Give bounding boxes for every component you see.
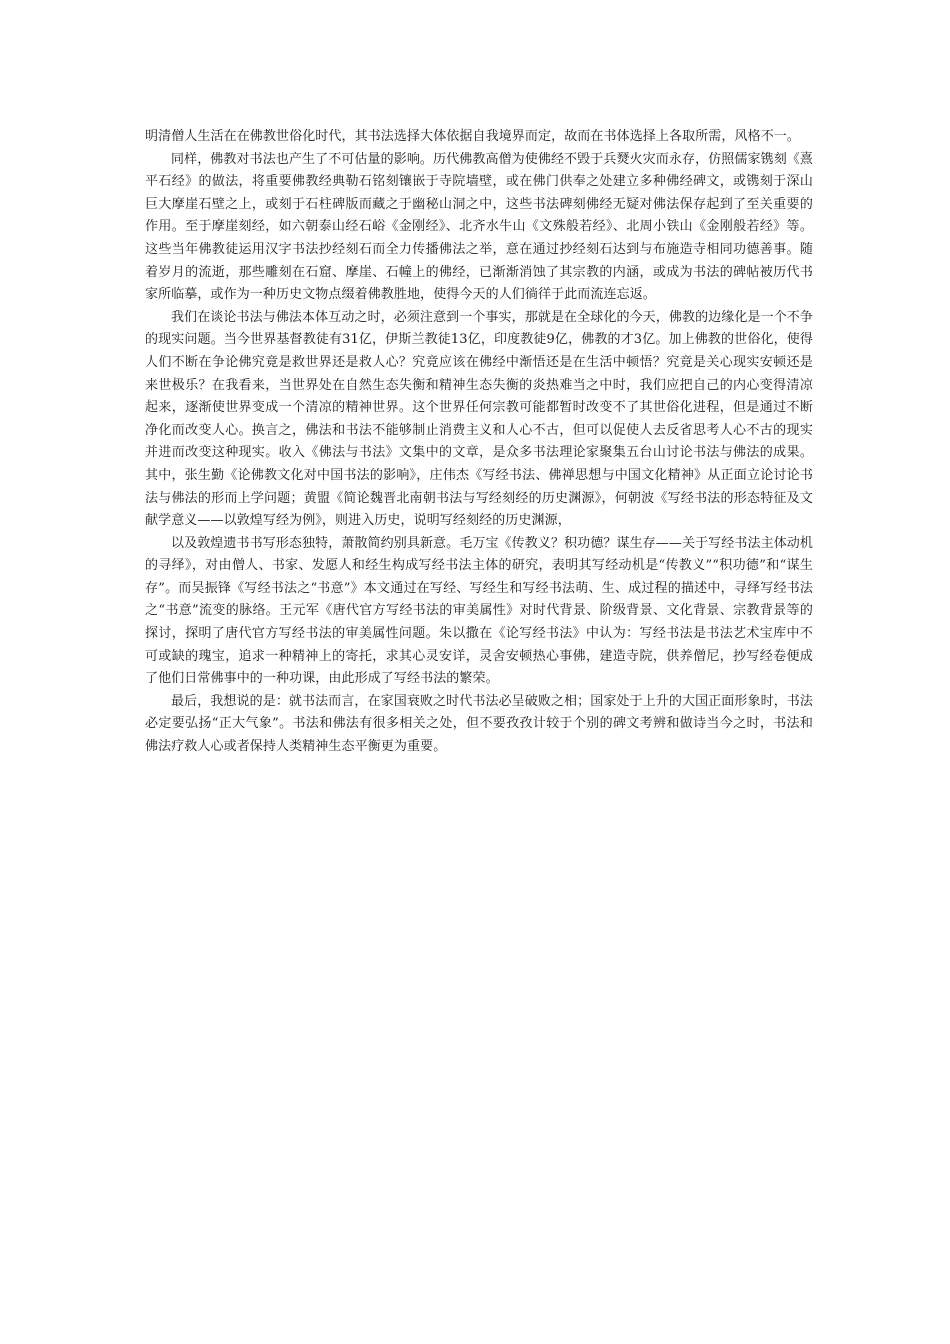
paragraph-3: 我们在谈论书法与佛法本体互动之时，必须注意到一个事实，那就是在全球化的今天，佛教的边缘化是一个不争的现实问题。当今世界基督教徒有31亿，伊斯兰教徒13亿，印度教徒9亿，佛教的才3亿。加上佛教的世俗化，使得人们不断在争论佛究竟是救世界还是救人心？究竟应该在佛经中渐悟还是在生活中顿悟？究竟是关心现实安顿还是来世极乐？在我看来，当世界处在自然生态失衡和精神生态失衡的炎热难当之中时，我们应把自己的内心变得清凉起来，逐渐使世界变成一个清凉的精神世界。这个世界任何宗教可能都暂时改变不了其世俗化进程，但是通过不断净化而改变人心。换言之，佛法和书法不能够制止消费主义和人心不古，但可以促使人去反省思考人心不古的现实并进而改变这种现实。收入《佛法与书法》文集中的文章，是众多书法理论家聚集五台山讨论书法与佛法的成果。其中，张生勤《论佛教文化对中国书法的影响》，庄伟杰《写经书法、佛禅思想与中国文化精神》从正面立论讨论书法与佛法的形而上学问题；黄盟《简论魏晋北南朝书法与写经刻经的历史渊源》，何朝波《写经书法的形态特征及文献学意义——以敦煌写经为例》，则进入历史，说明写经刻经的历史渊源， [145, 309, 813, 529]
paragraph-2: 同样，佛教对书法也产生了不可估量的影响。历代佛教高僧为使佛经不毁于兵燹火灾而永存，仿照儒家镌刻《熹平石经》的做法，将重要佛教经典勒石铭刻镶嵌于寺院墙壁，或在佛门供奉之处建立多种佛经碑文，或镌刻于深山巨大摩崖石壁之上，或刻于石柱碑版而藏之于幽秘山洞之中，这些书法碑刻佛经无疑对佛法保存起到了至关重要的作用。至于摩崖刻经，如六朝泰山经石峪《金刚经》、北齐水牛山《文殊般若经》、北周小铁山《金刚般若经》等。这些当年佛教徒运用汉字书法抄经刻石而全力传播佛法之举，意在通过抄经刻石达到与布施造寺相同功德善事。随着岁月的流逝，那些雕刻在石窟、摩崖、石幢上的佛经，已渐渐消蚀了其宗教的内涵，或成为书法的碑帖被历代书家所临摹，或作为一种历史文物点缀着佛教胜地，使得今天的人们徜徉于此而流连忘返。 [145, 151, 813, 303]
paragraph-4: 以及敦煌遗书书写形态独特，萧散简约别具新意。毛万宝《传教义？积功德？谋生存——关于写经书法主体动机的寻绎》，对由僧人、书家、发愿人和经生构成写经书法主体的研究，表明其写经动机是“传教义”“积功德”和“谋生存”。而吴振锋《写经书法之“书意”》本文通过在写经、写经生和写经书法萌、生、成过程的描述中，寻绎写经书法之“书意”流变的脉络。王元军《唐代官方写经书法的审美属性》对时代背景、阶级背景、文化背景、宗教背景等的探讨，探明了唐代官方写经书法的审美属性问题。朱以撒在《论写经书法》中认为：写经书法是书法艺术宝库中不可或缺的瑰宝，追求一种精神上的寄托，求其心灵安详，灵舍安顿热心事佛，建造寺院，供养僧尼，抄写经卷便成了他们日常佛事中的一种功课，由此形成了写经书法的繁荣。 [145, 535, 813, 687]
document-body [145, 126, 813, 759]
paragraph-5: 最后，我想说的是：就书法而言，在家国衰败之时代书法必呈破败之相；国家处于上升的大国正面形象时，书法必定要弘扬“正大气象”。书法和佛法有很多相关之处，但不要孜孜计较于个别的碑文考辨和做诗当今之时，书法和佛法疗救人心或者保持人类精神生态平衡更为重要。 [145, 693, 813, 755]
paragraph-1: 明清僧人生活在在佛教世俗化时代，其书法选择大体依据自我境界而定，故而在书体选择上各取所需，风格不一。 [145, 129, 801, 144]
